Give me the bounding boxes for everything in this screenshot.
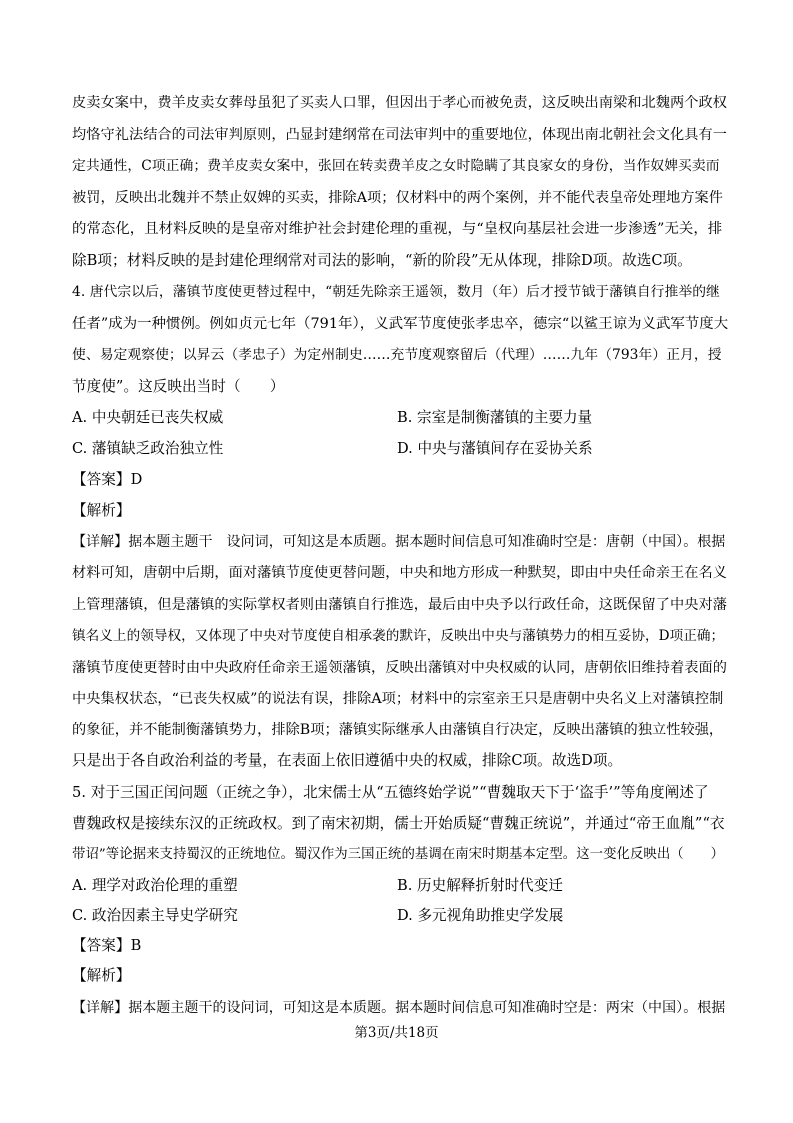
question-4-stem: 节度使”。这反映出当时（ ） xyxy=(72,378,285,395)
question-4-answer xyxy=(72,470,728,490)
question-5-stem: 曹魏政权是接续东汉的正统政权。到了南宋初期，儒士开始质疑“曹魏正统说”，并通过“帝王血胤”“衣 xyxy=(72,815,725,832)
question-4-detail: 藩镇节度使更替时由中央政府任命亲王遥领藩镇，反映出藩镇对中央权威的认同，唐朝依旧维持着表面的 xyxy=(72,660,727,676)
page-number: 第3页/共18页 xyxy=(354,1025,439,1041)
question-4-stem: 4. 唐代宗以后，藩镇节度使更替过程中，“朝廷先除亲王遥领，数月（年）后才授节钺于藩镇自行推举的继 xyxy=(72,284,720,300)
question-5-answer xyxy=(72,936,728,956)
question-5-option-a: A. 理学对政治伦理的重塑 xyxy=(72,877,238,894)
paragraph-line: 除B项；材料反映的是封建伦理纲常对司法的影响，“新的阶段”无从体现，排除D项。故选C项。 xyxy=(72,252,692,269)
question-5-detail: 【详解】据本题主题干的设问词，可知这是本质题。据本题时间信息可知准确时空是：两宋（中国）。根据 xyxy=(72,1000,726,1016)
question-4-detail: 的象征，并不能制衡藩镇势力，排除B项；藩镇实际继承人由藩镇自行决定，反映出藩镇的独立性较强， xyxy=(72,722,724,738)
question-4-detail: 只是出于各自政治利益的考量，在表面上依旧遵循中央的权威，排除C项。故选D项。 xyxy=(72,752,623,769)
question-4-stem: 使、易定观察使；以昇云（孝忠子）为定州制史……充节度观察留后（代理）……九年（793年）正月，授 xyxy=(72,347,722,363)
question-4-option-a: A. 中央朝廷已丧失权威 xyxy=(72,409,224,426)
question-5-option-c: C. 政治因素主导史学研究 xyxy=(72,907,238,924)
answer-value: B xyxy=(130,937,142,954)
question-5-option-b: B. 历史解释折射时代变迁 xyxy=(397,877,563,894)
question-4-analysis-label: 【解析】 xyxy=(72,502,131,519)
answer-label: 【答案】 xyxy=(72,471,131,488)
question-4-option-c: C. 藩镇缺乏政治独立性 xyxy=(72,440,224,457)
question-4-option-b: B. 宗室是制衡藩镇的主要力量 xyxy=(397,409,593,426)
paragraph-line: 被罚，反映出北魏并不禁止奴婢的买卖，排除A项；仅材料中的两个案例，并不能代表皇帝处理地方案件 xyxy=(72,190,723,206)
question-4-detail: 材料可知，唐朝中后期，面对藩镇节度使更替问题，中央和地方形成一种默契，即由中央任命亲王在名义 xyxy=(72,565,727,581)
paragraph-line: 定共通性，C项正确；费羊皮卖女案中，张回在转卖费羊皮之女时隐瞒了其良家女的身份，当作奴婢买卖而 xyxy=(72,158,720,174)
question-5-option-d: D. 多元视角助推史学发展 xyxy=(397,907,564,924)
paragraph-line: 皮卖女案中，费羊皮卖女葬母虽犯了买卖人口罪，但因出于孝心而被免责，这反映出南梁和北魏两个政权 xyxy=(72,95,727,111)
question-4-stem: 任者”成为一种惯例。例如贞元七年（791年），义武军节度使张孝忠卒，德宗“以鲨王谅为义武军节度大 xyxy=(72,316,729,332)
question-4-detail: 中央集权状态，“已丧失权威”的说法有误，排除A项；材料中的宗室亲王只是唐朝中央名义上对藩镇控制 xyxy=(72,691,724,707)
question-4-detail: 镇名义上的领导权，又体现了中央对节度使自相承袭的默许，反映出中央与藩镇势力的相互妥协，D项正确； xyxy=(72,628,725,644)
paragraph-line: 均恪守礼法结合的司法审判原则，凸显封建纲常在司法审判中的重要地位，体现出南北朝社会文化具有一 xyxy=(72,127,727,143)
answer-label: 【答案】 xyxy=(72,937,131,954)
question-5-stem: 带诏”等论据来支持蜀汉的正统地位。蜀汉作为三国正统的基调在南宋时期基本定型。这一变化反映出（ ） xyxy=(72,847,725,862)
paragraph-line: 的常态化，且材料反映的是皇帝对维护社会封建伦理的重视，与“皇权向基层社会进一步渗透”无关，排 xyxy=(72,221,723,237)
question-5-stem: 5. 对于三国正闰问题（正统之争），北宋儒士从“五德终始学说”“曹魏取天下于‘盗手’”等角度阐述了 xyxy=(72,784,709,801)
answer-value: D xyxy=(130,471,143,488)
question-4-option-d: D. 中央与藩镇间存在妥协关系 xyxy=(397,440,593,457)
question-4-detail: 上管理藩镇，但是藩镇的实际掌权者则由藩镇自行推选，最后由中央予以行政任命，这既保留了中央对藩 xyxy=(72,597,727,613)
question-5-analysis-label: 【解析】 xyxy=(72,967,131,984)
question-4-detail: 【详解】据本题主题干 设问词，可知这是本质题。据本题时间信息可知准确时空是：唐朝（中国）。根据 xyxy=(72,534,726,550)
